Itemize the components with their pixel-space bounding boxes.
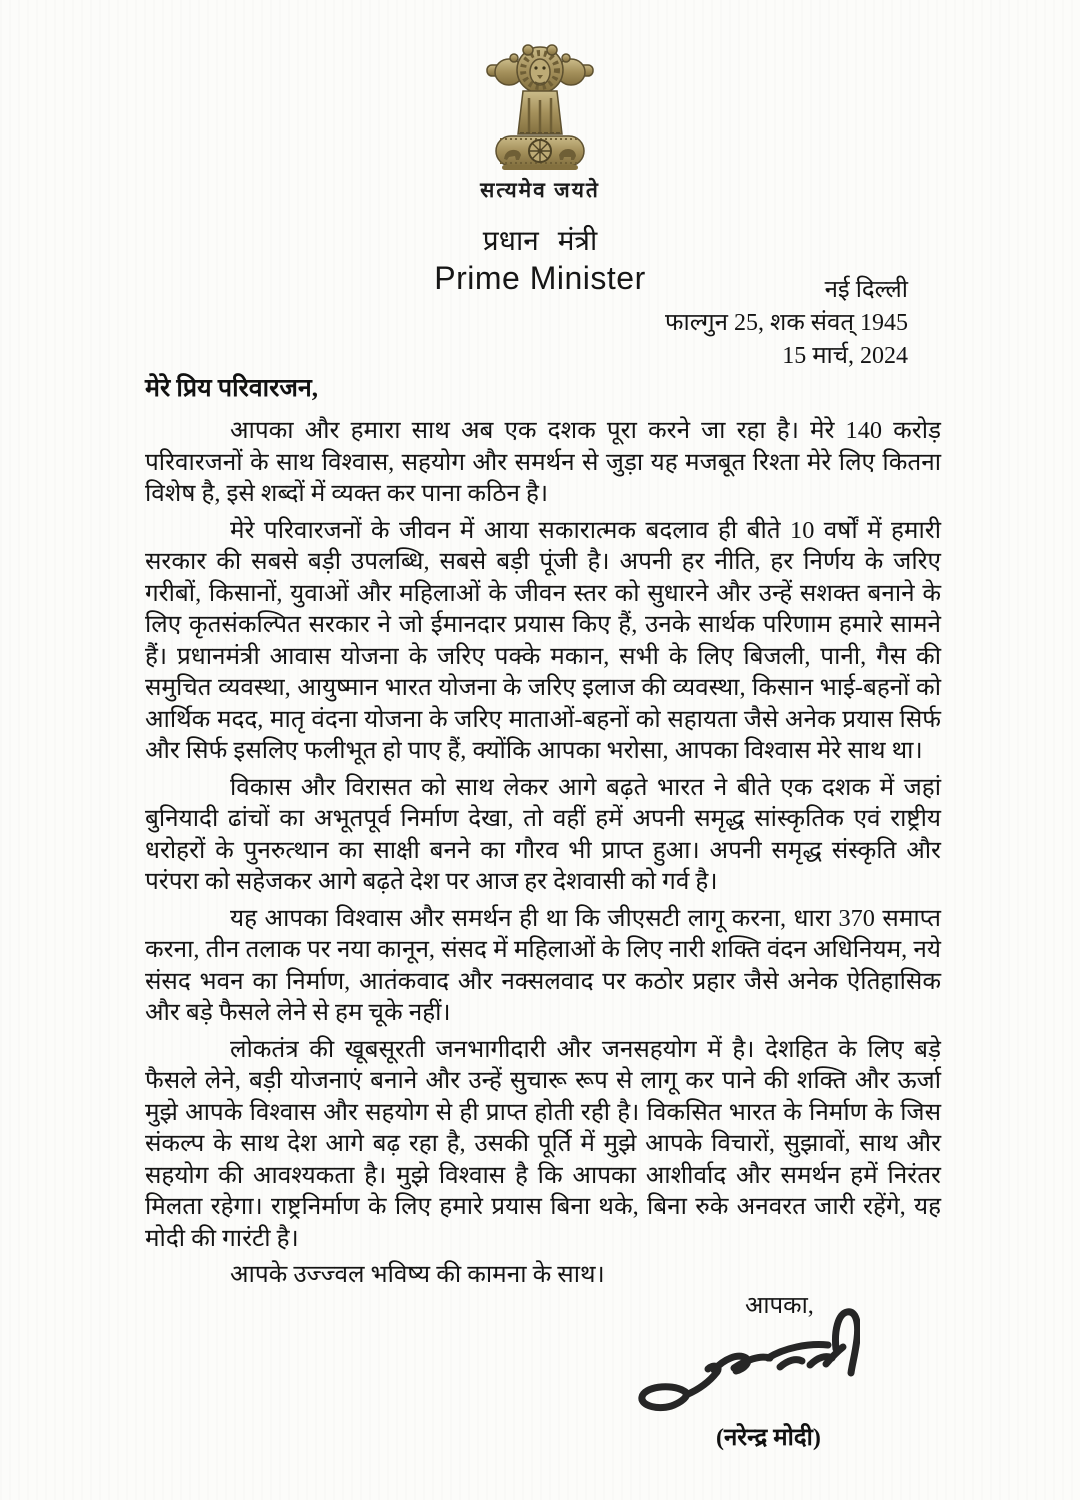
letter-paragraph-2: मेरे परिवारजनों के जीवन में आया सकारात्मक बदलाव ही बीते 10 वर्षों में हमारी सरकार की सबसे बड़ी उपलब्धि, सबसे बड़ी पूंजी है। अपनी हर नीति, हर निर्णय के जरिए गरीबों, किसानों, युवाओं और महिलाओं के जीवन स्तर को सुधारने और उन्हें सशक्त बनाने के लिए कृतसंकल्पित सरकार ने जो ईमानदार प्रयास किए हैं, उनके सार्थक परिणाम हमारे सामने हैं। प्रधानमंत्री आवास योजना के जरिए पक्के मकान, सभी के लिए बिजली, पानी, गैस की समुचित व्यवस्था, आयुष्मान भारत योजना के जरिए इलाज की व्यवस्था, किसान भाई-बहनों को आर्थिक मदद, मातृ वंदना योजना के जरिए माताओं-बहनों को सहायता जैसे अनेक प्रयास सिर्फ और सिर्फ इसलिए फलीभूत हो पाए हैं, क्योंकि आपका भरोसा, आपका विश्वास मेरे साथ था। [145, 516, 941, 764]
national-emblem-icon [484, 38, 596, 172]
letter-body [145, 370, 941, 1296]
narendra-modi-signature-icon [630, 1307, 860, 1412]
letter-date-gregorian: 15 मार्च, 2024 [782, 343, 908, 369]
title-english: Prime Minister [434, 260, 646, 296]
letter-paragraph-3: विकास और विरासत को साथ लेकर आगे बढ़ते भारत ने बीते एक दशक में जहां बुनियादी ढांचों का अभूतपूर्व निर्माण देखा, तो वहीं हमें अपनी समृद्ध सांस्कृतिक एवं राष्ट्रीय धरोहरों के पुनरुत्थान का साक्षी बनने का गौरव भी प्राप्त हुआ। अपनी समृद्ध संस्कृति और परंपरा को सहेजकर आगे बढ़ते देश पर आज हर देशवासी को गर्व है। [145, 773, 941, 895]
emblem-motto: सत्यमेव जयते [480, 178, 600, 202]
letter-paragraph-1: आपका और हमारा साथ अब एक दशक पूरा करने जा रहा है। मेरे 140 करोड़ परिवारजनों के साथ विश्वास, सहयोग और समर्थन से जुड़ा यह मजबूत रिश्ता मेरे लिए कितना विशेष है, इसे शब्दों में व्यक्त कर पाना कठिन है। [145, 417, 941, 507]
letter-paragraph-4: यह आपका विश्वास और समर्थन ही था कि जीएसटी लागू करना, धारा 370 समाप्त करना, तीन तलाक पर नया कानून, संसद में महिलाओं के लिए नारी शक्ति वंदन अधिनियम, नये संसद भवन का निर्माण, आतंकवाद और नक्सलवाद पर कठोर प्रहार जैसे अनेक ऐतिहासिक और बड़े फैसले लेने से हम चूके नहीं। [145, 904, 941, 1026]
letter-date-saka: फाल्गुन 25, शक संवत् 1945 [665, 310, 908, 336]
closing-line: आपके उज्ज्वल भविष्य की कामना के साथ। [230, 1261, 605, 1288]
date-block [665, 274, 908, 373]
signatory-name: (नरेन्द्र मोदी) [716, 1425, 821, 1451]
letter-place: नई दिल्ली [824, 277, 908, 303]
letter-paragraph-5: लोकतंत्र की खूबसूरती जनभागीदारी और जनसहयोग में है। देशहित के लिए बड़े फैसले लेने, बड़ी योजनाएं बनाने और उन्हें सुचारू रूप से लागू कर पाने की शक्ति और ऊर्जा मुझे आपके विश्वास और सहयोग से ही प्राप्त होती रही है। विकसित भारत के निर्माण के जिस संकल्प के साथ देश आगे बढ़ रहा है, उसकी पूर्ति में मुझे आपके विचारों, सुझावों, साथ और सहयोग की आवश्यकता है। मुझे विश्वास है कि आपका आशीर्वाद और समर्थन हमें निरंतर मिलता रहेगा। राष्ट्रनिर्माण के लिए हमारे प्रयास बिना थके, बिना रुके अनवरत जारी रहेंगे, यह मोदी की गारंटी है। [145, 1035, 941, 1252]
letterhead [0, 0, 1080, 297]
salutation: मेरे प्रिय परिवारजन, [145, 375, 319, 402]
title-hindi: प्रधान मंत्री [482, 226, 598, 257]
signoff: आपका, [745, 1293, 814, 1319]
